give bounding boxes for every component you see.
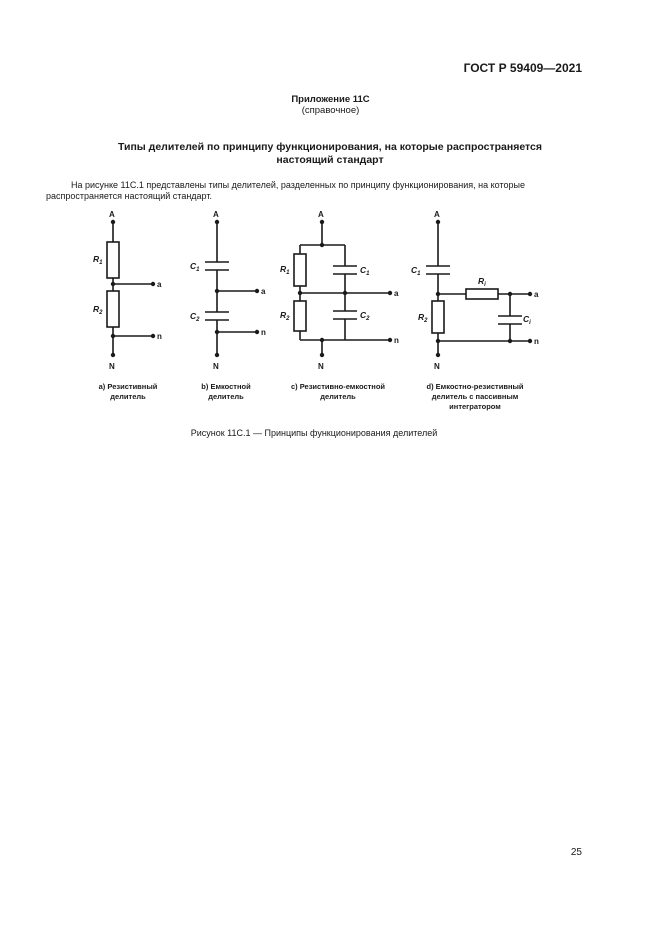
circuit-c-rc [294,222,390,355]
intro-paragraph [46,180,586,202]
label-c2-b: $C_2$ [190,311,200,323]
terminal-n-bottom-d: N [434,362,440,371]
caption-d-line-3: интегратором [449,402,501,411]
terminal-out-a-d: a [534,290,539,299]
standard-number: ГОСТ Р 59409—2021 [463,61,582,75]
label-ci-d: $C_i$ [523,314,531,326]
section-heading [80,141,580,167]
label-r2-a: $R_2$ [93,304,103,316]
caption-d-line-2: делитель с пассивным [431,392,519,401]
caption-a-line-1: а) Резистивный [98,382,158,391]
caption-a-line-2: делитель [110,392,146,401]
heading-line-1: Типы делителей по принципу функционирования, на которые распространяется [117,141,543,153]
terminal-out-n-a: n [157,332,162,341]
caption-b-line-1: b) Емкостной [201,382,251,391]
label-ri-d: $R_i$ [478,276,486,288]
label-r2-d: $R_2$ [418,312,428,324]
label-r1-c: $R_1$ [280,264,290,276]
label-c1-c: $C_1$ [360,265,370,277]
terminal-a-top-a: A [109,210,115,219]
paragraph-line-2: распространяется настоящий стандарт. [46,191,212,201]
caption-c-line-2: делитель [320,392,356,401]
terminal-n-bottom-c: N [318,362,324,371]
page-number: 25 [570,847,582,858]
terminal-out-a-a: a [157,280,162,289]
paragraph-line-1: На рисунке 11С.1 представлены типы делителей, разделенных по принципу функционирования, на которые [71,180,525,190]
heading-line-2: настоящий стандарт [276,154,384,166]
annex-subtitle: (справочное) [301,105,360,116]
terminal-n-bottom-b: N [213,362,219,371]
terminal-out-n-c: n [394,336,399,345]
circuit-b-capacitive [205,222,257,355]
terminal-out-a-c: a [394,289,399,298]
caption-d-line-1: d) Емкостно-резистивный [426,382,524,391]
label-c1-d: $C_1$ [411,265,421,277]
divider-circuits-figure [0,205,661,420]
terminal-a-top-b: A [213,210,219,219]
terminal-a-top-d: A [434,210,440,219]
terminal-a-top-c: A [318,210,324,219]
annex-title: Приложение 11С [291,94,370,105]
circuit-d-cr-integrator [426,222,530,355]
terminal-out-n-b: n [261,328,266,337]
label-c2-c: $C_2$ [360,310,370,322]
caption-b-line-2: делитель [208,392,244,401]
label-r2-c: $R_2$ [280,310,290,322]
terminal-n-bottom-a: N [109,362,115,371]
label-r1-a: $R_1$ [93,254,103,266]
label-c1-b: $C_1$ [190,261,200,273]
figure-caption: Рисунок 11С.1 — Принципы функционирования делителей [190,428,438,438]
terminal-out-n-d: n [534,337,539,346]
terminal-out-a-b: a [261,287,266,296]
caption-c-line-1: с) Резистивно-емкостной [290,382,386,391]
